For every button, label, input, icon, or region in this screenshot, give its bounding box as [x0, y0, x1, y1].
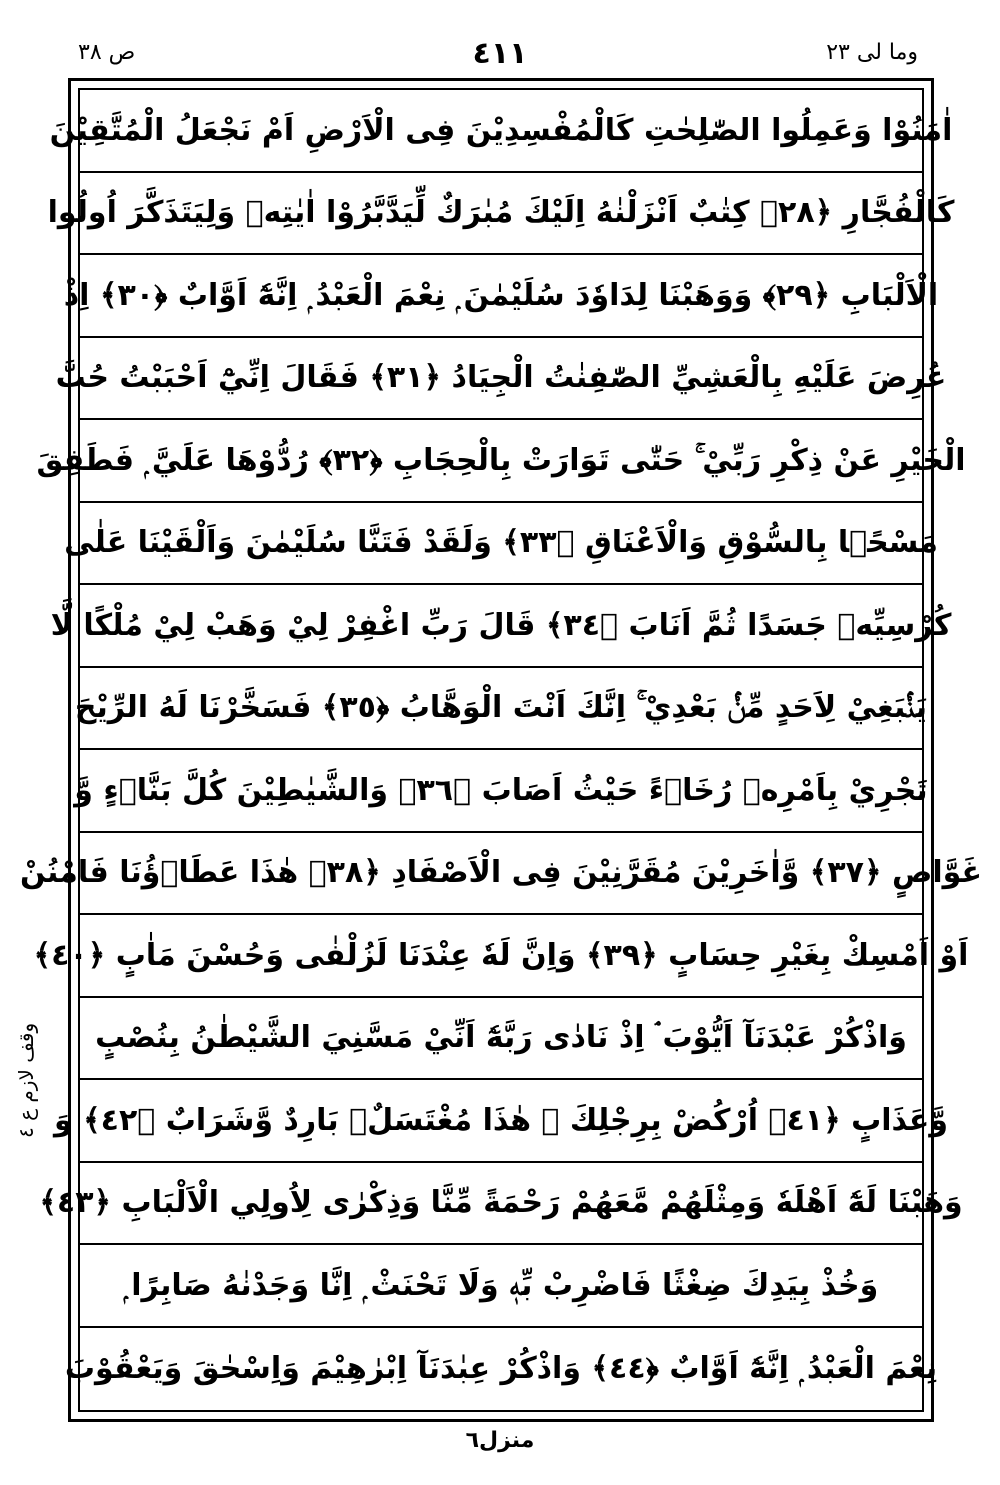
page-header — [0, 36, 1000, 76]
manzil-footer: منزل٦ — [465, 1428, 535, 1453]
juz-reference: وما لی ٢٣ — [826, 40, 918, 65]
text-line: كُرْسِيِّهٖ جَسَدًا ثُمَّ اَنَابَ ﴿٣٤﴾ قَالَ رَبِّ اغْفِرْ لِيْ وَهَبْ لِيْ مُلْكًا لَّا — [80, 585, 922, 668]
text-line: الْاَلْبَابِ ﴿٢٩﴾ وَوَهَبْنَا لِدَاوٗدَ سُلَيْمٰنَ ۭ نِعْمَ الْعَبْدُ ۭ اِنَّهٗٓ اَوَّابٌ ﴿٣٠﴾ اِذْ — [80, 255, 922, 338]
text-line: كَالْفُجَّارِ ﴿٢٨﴾ كِتٰبٌ اَنْزَلْنٰهُ اِلَيْكَ مُبٰرَكٌ لِّيَدَّبَّرُوْا اٰيٰتِهٖ وَلِيَتَذَكَّرَ اُولُوا — [80, 173, 922, 256]
text-line: الْخَيْرِ عَنْ ذِكْرِ رَبِّيْ ۚ حَتّٰى تَوَارَتْ بِالْحِجَابِ ﴿٣٢﴾ رُدُّوْهَا عَلَيَّ ۭ فَطَفِقَ — [80, 420, 922, 503]
text-line: وَاذْكُرْ عَبْدَنَآ اَيُّوْبَ ۘ اِذْ نَادٰى رَبَّهٗٓ اَنِّيْ مَسَّنِيَ الشَّيْطٰنُ بِنُصْبٍ — [80, 998, 922, 1081]
text-line: تَجْرِيْ بِاَمْرِهٖ رُخَاۗءً حَيْثُ اَصَابَ ﴿٣٦﴾ وَالشَّيٰطِيْنَ كُلَّ بَنَّاۗءٍ وَّ — [80, 750, 922, 833]
text-line: عُرِضَ عَلَيْهِ بِالْعَشِيِّ الصّٰفِنٰتُ الْجِيَادُ ﴿٣١﴾ فَقَالَ اِنِّيْٓ اَحْبَبْتُ حُبَّ — [80, 338, 922, 421]
page-number: ٤١١ — [472, 36, 528, 71]
text-line: اَوْ اَمْسِكْ بِغَيْرِ حِسَابٍ ﴿٣٩﴾ وَاِنَّ لَهٗ عِنْدَنَا لَزُلْفٰى وَحُسْنَ مَاٰبٍ ﴿٤٠﴾ — [80, 915, 922, 998]
text-line: وَهَبْنَا لَهٗٓ اَهْلَهٗ وَمِثْلَهُمْ مَّعَهُمْ رَحْمَةً مِّنَّا وَذِكْرٰى لِاُولِي الْاَلْبَابِ ﴿٤٣﴾ — [80, 1163, 922, 1246]
text-line: وَخُذْ بِيَدِكَ ضِغْثًا فَاضْرِبْ بِّهٖ وَلَا تَحْنَثْ ۭ اِنَّا وَجَدْنٰهُ صَابِرًا ۭ — [80, 1245, 922, 1328]
margin-note: وقف لازم ع ٤ — [14, 1022, 38, 1138]
text-line: نِعْمَ الْعَبْدُ ۭ اِنَّهٗٓ اَوَّابٌ ﴿٤٤﴾ وَاذْكُرْ عِبٰدَنَآ اِبْرٰهِيْمَ وَاِسْحٰقَ وَيَعْقُوْبَ — [64, 1351, 938, 1387]
text-line: اٰمَنُوْا وَعَمِلُوا الصّٰلِحٰتِ كَالْمُفْسِدِيْنَ فِى الْاَرْضِ اَمْ نَجْعَلُ الْمُتَّقِيْنَ — [80, 90, 922, 173]
text-line: يَنْۢبَغِيْ لِاَحَدٍ مِّنْۢ بَعْدِيْ ۚ اِنَّكَ اَنْتَ الْوَهَّابُ ﴿٣٥﴾ فَسَخَّرْنَا لَهُ الرِّيْحَ — [80, 668, 922, 751]
text-line: مَسْحًۢا بِالسُّوْقِ وَالْاَعْنَاقِ ﴿٣٣﴾ وَلَقَدْ فَتَنَّا سُلَيْمٰنَ وَاَلْقَيْنَا عَلٰى — [80, 503, 922, 586]
text-line: غَوَّاصٍ ﴿٣٧﴾ وَّاٰخَرِيْنَ مُقَرَّنِيْنَ فِى الْاَصْفَادِ ﴿٣٨﴾ ھٰذَا عَطَاۗؤُنَا فَامْنُنْ — [80, 833, 922, 916]
surah-reference: ص ٣٨ — [78, 40, 136, 65]
text-line: وَّعَذَابٍ ﴿٤١﴾ اُرْكُضْ بِرِجْلِكَ ۚ ھٰذَا مُغْتَسَلٌۢ بَارِدٌ وَّشَرَابٌ ﴿٤٢﴾ وَ — [80, 1080, 922, 1163]
